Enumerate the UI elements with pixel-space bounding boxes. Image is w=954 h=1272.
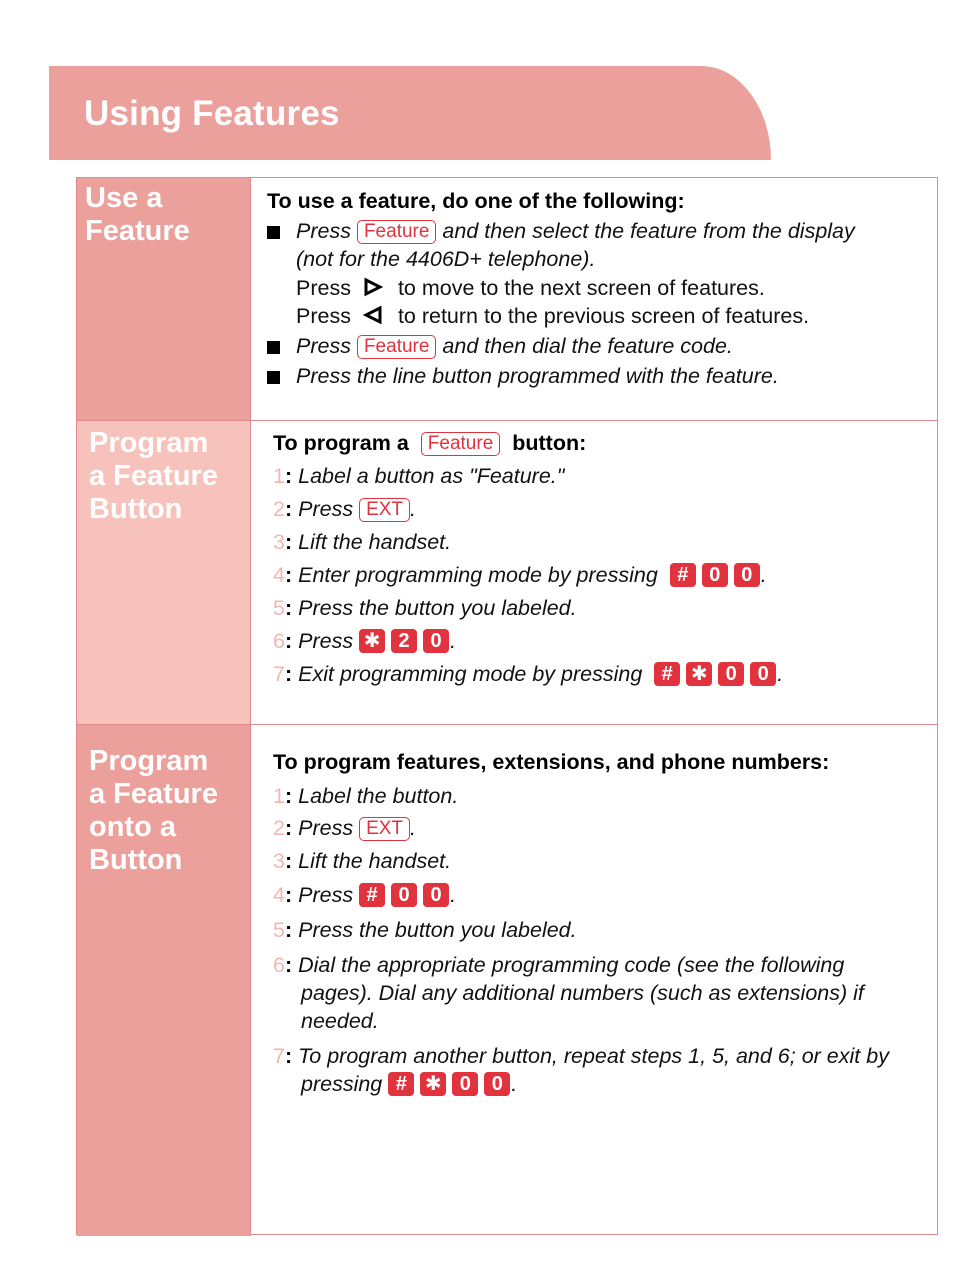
zero-key: 0 [718,662,744,686]
zero-key: 0 [391,883,417,907]
bullet-line: Press Feature and then dial the feature code. [296,334,733,358]
step-item: 3: Lift the handset. [273,849,452,873]
section-heading: To program features, extensions, and phone numbers: [273,750,830,774]
bullet-line: Press the line button programmed with the feature. [296,364,779,388]
step-item: 7: Exit programming mode by pressing # ✱ 0 0 . [273,662,784,686]
page-banner [49,66,771,160]
zero-key: 0 [452,1072,478,1096]
section-label: Use a Feature [85,182,190,247]
zero-key: 0 [423,883,449,907]
step-item: 1: Label the button. [273,784,459,808]
section-label: Program a Feature onto a Button [89,745,218,876]
step-item: 5: Press the button you labeled. [273,918,577,942]
features-table [76,177,938,1235]
hash-key: # [670,563,696,587]
section-label-cell [77,421,251,724]
ext-key: EXT [359,498,410,522]
ext-key: EXT [359,817,410,841]
hash-key: # [388,1072,414,1096]
bullet-line-cont: (not for the 4406D+ telephone). [296,247,596,271]
next-screen-line: Press to move to the next screen of features. [296,276,765,300]
step-item: 7: To program another button, repeat steps 1, 5, and 6; or exit by [273,1044,889,1068]
step-item: 1: Label a button as "Feature." [273,464,565,488]
section-label-cell [77,178,251,420]
step-item: 3: Lift the handset. [273,530,452,554]
step-continuation: needed. [301,1009,379,1033]
bullet-square [267,226,280,239]
step-item: 6: Press ✱ 2 0 . [273,629,457,653]
feature-key: Feature [421,432,500,456]
bullet-square [267,341,280,354]
section-label: Program a Feature Button [89,427,218,525]
section-program-feature-button [77,420,937,724]
step-item: 6: Dial the appropriate programming code (see the following [273,953,845,977]
hash-key: # [359,883,385,907]
step-item: 4: Press # 0 0 . [273,883,457,907]
step-continuation: pressing # ✱ 0 0 . [301,1072,518,1096]
star-key: ✱ [420,1072,446,1096]
section-heading: To use a feature, do one of the following: [267,189,685,213]
zero-key: 0 [750,662,776,686]
step-item: 2: Press EXT . [273,497,417,521]
star-key: ✱ [686,662,712,686]
section-program-feature-onto-button [77,724,937,1236]
star-key: ✱ [359,629,385,653]
previous-arrow-icon [363,305,383,325]
bullet-square [267,371,280,384]
step-item: 5: Press the button you labeled. [273,596,577,620]
prev-screen-line: Press to return to the previous screen of features. [296,304,810,328]
zero-key: 0 [484,1072,510,1096]
page-title: Using Features [84,94,340,133]
hash-key: # [654,662,680,686]
next-arrow-icon [363,277,383,297]
feature-key: Feature [357,335,436,359]
two-key: 2 [391,629,417,653]
zero-key: 0 [734,563,760,587]
zero-key: 0 [702,563,728,587]
section-use-a-feature [77,178,937,420]
section-heading: To program a Feature button: [273,431,587,455]
step-continuation: pages). Dial any additional numbers (such as extensions) if [301,981,864,1005]
step-item: 2: Press EXT . [273,816,417,840]
zero-key: 0 [423,629,449,653]
step-item: 4: Enter programming mode by pressing # 0 0 . [273,563,767,587]
section-label-cell [77,725,251,1236]
bullet-line: Press Feature and then select the feature from the display [296,219,855,243]
feature-key: Feature [357,220,436,244]
